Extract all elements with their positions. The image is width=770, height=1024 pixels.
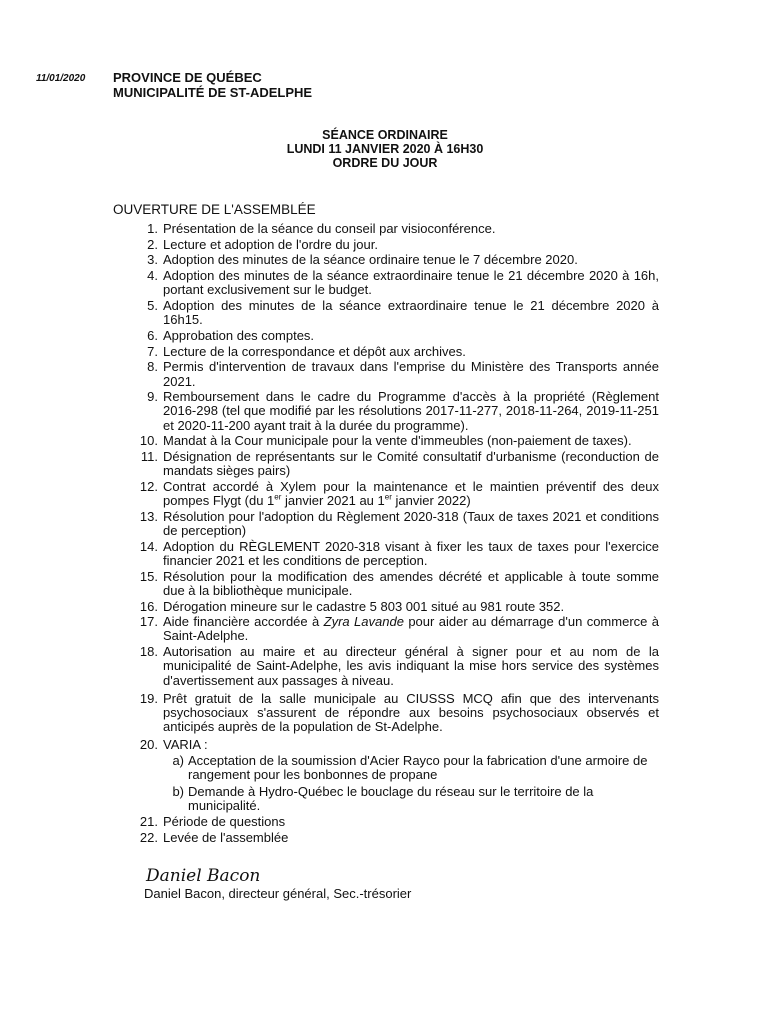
varia-item xyxy=(160,754,659,782)
item-number: 13. xyxy=(139,508,158,524)
item-text-part: Aide financière accordée à xyxy=(163,614,324,630)
varia-text: Demande à Hydro-Québec le bouclage du réseau sur le territoire de la municipalité. xyxy=(188,783,594,813)
superscript: er xyxy=(384,492,392,502)
item-text: VARIA : xyxy=(163,737,208,753)
item-number: 9. xyxy=(147,389,158,405)
item-text-part: Contrat accordé à Xylem pour la maintenance et le maintien préventif des deux pompes Flygt (du 1 xyxy=(163,478,659,509)
province-label: PROVINCE DE QUÉBEC xyxy=(113,70,262,85)
agenda-item xyxy=(113,360,659,388)
item-number: 18. xyxy=(139,644,158,660)
agenda-heading: ORDRE DU JOUR xyxy=(332,156,438,170)
document-title xyxy=(0,128,770,170)
item-number: 15. xyxy=(139,568,158,584)
item-text xyxy=(158,615,659,643)
item-number: 10. xyxy=(139,433,158,449)
item-number: 22. xyxy=(139,829,158,845)
item-number: 4. xyxy=(147,268,158,284)
item-number: 17. xyxy=(139,614,158,630)
varia-item xyxy=(160,785,659,813)
item-text: Résolution pour la modification des amendes décrété et applicable à toute somme due à la bibliothèque municipale. xyxy=(163,568,659,598)
varia-letter: a) xyxy=(172,753,184,769)
handwritten-signature: Daniel Bacon xyxy=(146,866,261,886)
agenda-item xyxy=(113,238,659,252)
agenda-list xyxy=(113,222,659,846)
item-text: Adoption du RÈGLEMENT 2020-318 visant à fixer les taux de taxes pour l'exercice financier 2021 et les conditions de perception. xyxy=(163,538,659,568)
session-date: LUNDI 11 JANVIER 2020 À 16H30 xyxy=(286,142,484,156)
agenda-item xyxy=(113,570,659,598)
item-text xyxy=(158,480,659,508)
item-number: 14. xyxy=(139,538,158,554)
item-number: 1. xyxy=(147,221,158,236)
item-text: Remboursement dans le cadre du Programme d'accès à la propriété (Règlement 2016-298 (tel que modifié par les résolutions 2017-11-277, 2018-11-264, 2019-11-251 et 2020-11-200 ayant trait à la durée du programme). xyxy=(163,389,659,433)
item-text: Permis d'intervention de travaux dans l'emprise du Ministère des Transports année 2021. xyxy=(163,359,659,389)
varia-letter: b) xyxy=(172,783,184,799)
item-text: Période de questions xyxy=(163,813,286,829)
item-text: Adoption des minutes de la séance extraordinaire tenue le 21 décembre 2020 à 16h15. xyxy=(163,298,659,328)
item-text: Lecture de la correspondance et dépôt aux archives. xyxy=(163,343,466,359)
item-text: Présentation de la séance du conseil par visioconférence. xyxy=(163,221,496,236)
agenda-item xyxy=(113,540,659,568)
item-text: Dérogation mineure sur le cadastre 5 803 001 situé au 981 route 352. xyxy=(163,598,565,614)
item-number: 16. xyxy=(139,598,158,614)
item-number: 21. xyxy=(139,813,158,829)
item-number: 12. xyxy=(139,478,158,494)
session-type: SÉANCE ORDINAIRE xyxy=(322,128,448,142)
item-number: 19. xyxy=(139,690,158,706)
business-name: Zyra Lavande xyxy=(323,614,404,630)
agenda-item xyxy=(113,450,659,478)
agenda-item xyxy=(113,815,659,829)
item-text: Lecture et adoption de l'ordre du jour. xyxy=(163,236,378,252)
item-number: 7. xyxy=(147,343,158,359)
signer-title: Daniel Bacon, directeur général, Sec.-trésorier xyxy=(144,886,412,901)
item-text-part: janvier 2021 au 1 xyxy=(281,493,385,509)
item-text: Levée de l'assemblée xyxy=(163,829,289,845)
agenda-item xyxy=(113,329,659,343)
item-number: 20. xyxy=(139,737,158,753)
agenda-item xyxy=(113,222,659,236)
item-text: Adoption des minutes de la séance ordinaire tenue le 7 décembre 2020. xyxy=(163,252,578,268)
item-text: Approbation des comptes. xyxy=(163,327,315,343)
document-header xyxy=(113,70,312,100)
item-number: 6. xyxy=(147,327,158,343)
item-text: Adoption des minutes de la séance extraordinaire tenue le 21 décembre 2020 à 16h, portant exclusivement sur le budget. xyxy=(163,268,659,298)
agenda-item xyxy=(113,299,659,327)
item-text: Désignation de représentants sur le Comité consultatif d'urbanisme (reconduction de mandats sièges pairs) xyxy=(163,449,659,479)
agenda-item xyxy=(113,615,659,643)
item-text-part: pour aider au démarrage d'un commerce à Saint-Adelphe. xyxy=(163,614,659,644)
item-number: 11. xyxy=(140,449,158,465)
item-text-part: janvier 2022) xyxy=(391,493,471,509)
item-number: 5. xyxy=(147,298,158,314)
agenda-item xyxy=(113,269,659,297)
item-number: 8. xyxy=(147,359,158,375)
item-number: 2. xyxy=(147,236,158,252)
agenda-item xyxy=(113,253,659,267)
agenda-item xyxy=(113,645,659,688)
varia-text: Acceptation de la soumission d'Acier Rayco pour la fabrication d'une armoire de rangement pour les bonbonnes de propane xyxy=(188,753,648,783)
agenda-item xyxy=(113,345,659,359)
agenda-item xyxy=(113,738,659,752)
item-text: Autorisation au maire et au directeur général à signer pour et au nom de la municipalité de Saint-Adelphe, les avis indiquant la mise hors service des systèmes d'avertissement aux passages à niveau. xyxy=(163,644,659,688)
section-heading: OUVERTURE DE L'ASSEMBLÉE xyxy=(113,202,316,217)
agenda-item xyxy=(113,434,659,448)
agenda-item xyxy=(113,510,659,538)
agenda-item xyxy=(113,831,659,845)
item-text: Résolution pour l'adoption du Règlement 2020-318 (Taux de taxes 2021 et conditions de perception) xyxy=(163,508,659,539)
agenda-item xyxy=(113,480,659,508)
item-number: 3. xyxy=(147,252,158,268)
agenda-item xyxy=(113,390,659,433)
item-text: Mandat à la Cour municipale pour la vente d'immeubles (non-paiement de taxes). xyxy=(163,433,632,449)
item-text: Prêt gratuit de la salle municipale au CIUSSS MCQ afin que des intervenants psychosociaux s'assurent de répondre aux besoins psychosociaux observés et anticipés auprès de la population de St-Adelphe. xyxy=(163,690,659,735)
superscript: er xyxy=(274,492,282,502)
municipality-label: MUNICIPALITÉ DE ST-ADELPHE xyxy=(113,85,313,100)
agenda-item xyxy=(113,600,659,614)
agenda-item xyxy=(113,692,659,735)
document-date: 11/01/2020 xyxy=(36,73,86,84)
